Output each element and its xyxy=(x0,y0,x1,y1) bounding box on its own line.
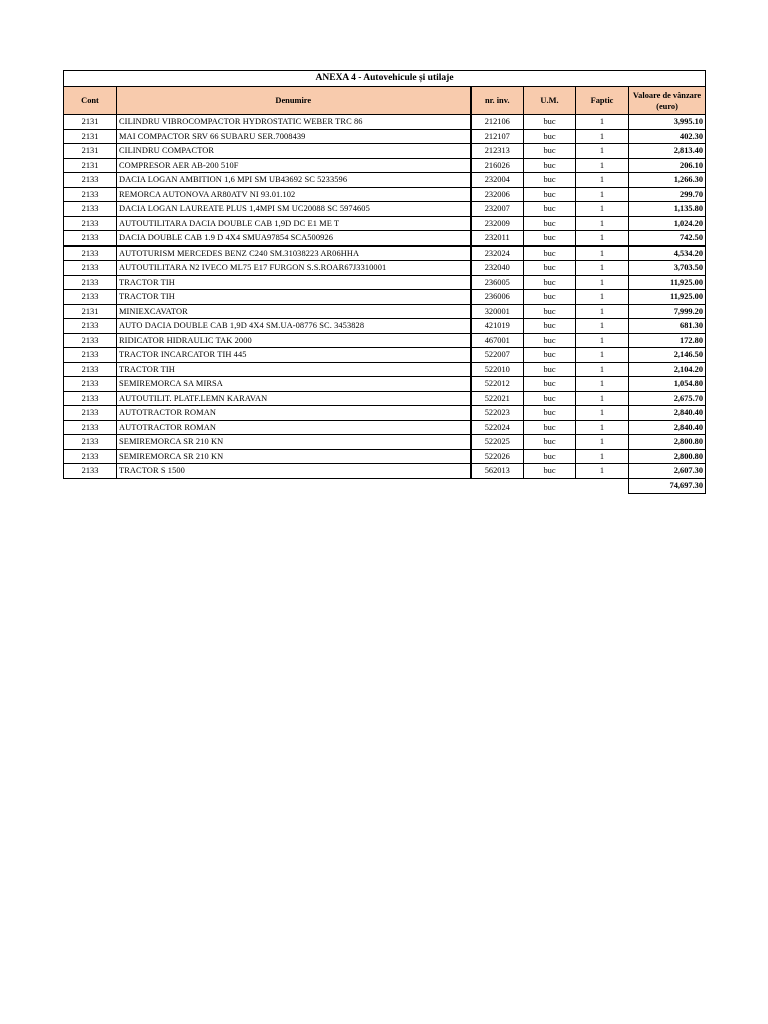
cell-valoare: 402.30 xyxy=(629,129,706,144)
cell-denumire: AUTOTRACTOR ROMAN xyxy=(117,406,471,421)
cell-faptic: 1 xyxy=(576,420,629,435)
cell-um: buc xyxy=(524,435,576,450)
cell-um: buc xyxy=(524,216,576,231)
table-row xyxy=(64,115,706,130)
cell-um: buc xyxy=(524,261,576,276)
cell-nr-inv: 320001 xyxy=(471,304,524,319)
cell-denumire: AUTOTURISM MERCEDES BENZ C240 SM.31038223 AR06HHA xyxy=(117,246,471,261)
header-valoare: Valoare de vânzare (euro) xyxy=(629,87,706,115)
cell-valoare: 1,135.80 xyxy=(629,202,706,217)
cell-cont: 2133 xyxy=(64,216,117,231)
cell-cont: 2131 xyxy=(64,304,117,319)
cell-nr-inv: 522010 xyxy=(471,362,524,377)
cell-faptic: 1 xyxy=(576,202,629,217)
cell-nr-inv: 232011 xyxy=(471,231,524,246)
cell-valoare: 11,925.00 xyxy=(629,290,706,305)
cell-nr-inv: 522021 xyxy=(471,391,524,406)
cell-um: buc xyxy=(524,158,576,173)
cell-nr-inv: 232024 xyxy=(471,246,524,261)
cell-nr-inv: 421019 xyxy=(471,319,524,334)
cell-denumire: SEMIREMORCA SR 210 KN xyxy=(117,449,471,464)
cell-cont: 2133 xyxy=(64,406,117,421)
cell-nr-inv: 232007 xyxy=(471,202,524,217)
cell-nr-inv: 562013 xyxy=(471,464,524,479)
table-row xyxy=(64,420,706,435)
cell-um: buc xyxy=(524,391,576,406)
cell-faptic: 1 xyxy=(576,362,629,377)
cell-um: buc xyxy=(524,362,576,377)
cell-faptic: 1 xyxy=(576,319,629,334)
cell-nr-inv: 212313 xyxy=(471,144,524,159)
cell-denumire: SEMIREMORCA SA MIRSA xyxy=(117,377,471,392)
table-row xyxy=(64,246,706,261)
cell-denumire: AUTOUTILITARA N2 IVECO ML75 E17 FURGON S.S.ROAR67J3310001 xyxy=(117,261,471,276)
cell-um: buc xyxy=(524,115,576,130)
table-row xyxy=(64,333,706,348)
cell-nr-inv: 522023 xyxy=(471,406,524,421)
cell-faptic: 1 xyxy=(576,290,629,305)
cell-valoare: 1,024.20 xyxy=(629,216,706,231)
cell-cont: 2133 xyxy=(64,449,117,464)
cell-nr-inv: 522026 xyxy=(471,449,524,464)
cell-um: buc xyxy=(524,333,576,348)
cell-valoare: 172.80 xyxy=(629,333,706,348)
cell-faptic: 1 xyxy=(576,275,629,290)
cell-nr-inv: 232009 xyxy=(471,216,524,231)
table-row xyxy=(64,231,706,246)
table-row xyxy=(64,261,706,276)
cell-nr-inv: 236005 xyxy=(471,275,524,290)
cell-cont: 2131 xyxy=(64,158,117,173)
cell-nr-inv: 212107 xyxy=(471,129,524,144)
cell-faptic: 1 xyxy=(576,158,629,173)
cell-cont: 2133 xyxy=(64,261,117,276)
table-row xyxy=(64,362,706,377)
cell-um: buc xyxy=(524,202,576,217)
cell-um: buc xyxy=(524,290,576,305)
cell-faptic: 1 xyxy=(576,449,629,464)
cell-valoare: 2,813.40 xyxy=(629,144,706,159)
cell-nr-inv: 216026 xyxy=(471,158,524,173)
total-value: 74,697.30 xyxy=(629,478,706,493)
cell-cont: 2133 xyxy=(64,348,117,363)
cell-denumire: AUTOTRACTOR ROMAN xyxy=(117,420,471,435)
cell-valoare: 2,104.20 xyxy=(629,362,706,377)
cell-nr-inv: 522024 xyxy=(471,420,524,435)
cell-cont: 2133 xyxy=(64,464,117,479)
table-row xyxy=(64,449,706,464)
cell-faptic: 1 xyxy=(576,216,629,231)
table-title: ANEXA 4 - Autovehicule și utilaje xyxy=(64,71,706,87)
cell-valoare: 2,800.80 xyxy=(629,449,706,464)
table-row xyxy=(64,377,706,392)
cell-valoare: 2,675.70 xyxy=(629,391,706,406)
header-faptic: Faptic xyxy=(576,87,629,115)
cell-denumire: TRACTOR TIH xyxy=(117,290,471,305)
cell-faptic: 1 xyxy=(576,115,629,130)
cell-denumire: TRACTOR S 1500 xyxy=(117,464,471,479)
cell-faptic: 1 xyxy=(576,464,629,479)
cell-um: buc xyxy=(524,420,576,435)
cell-cont: 2133 xyxy=(64,319,117,334)
cell-faptic: 1 xyxy=(576,144,629,159)
cell-denumire: DACIA LOGAN AMBITION 1,6 MPI SM UB43692 SC 5233596 xyxy=(117,173,471,188)
cell-valoare: 1,266.30 xyxy=(629,173,706,188)
cell-cont: 2133 xyxy=(64,391,117,406)
cell-faptic: 1 xyxy=(576,377,629,392)
table-row xyxy=(64,275,706,290)
table-row xyxy=(64,158,706,173)
cell-nr-inv: 236006 xyxy=(471,290,524,305)
cell-valoare: 299.70 xyxy=(629,187,706,202)
cell-faptic: 1 xyxy=(576,435,629,450)
cell-cont: 2133 xyxy=(64,362,117,377)
table-row xyxy=(64,391,706,406)
cell-um: buc xyxy=(524,464,576,479)
cell-valoare: 2,840.40 xyxy=(629,420,706,435)
cell-denumire: CILINDRU VIBROCOMPACTOR HYDROSTATIC WEBER TRC 86 xyxy=(117,115,471,130)
table-row xyxy=(64,129,706,144)
cell-nr-inv: 522007 xyxy=(471,348,524,363)
table-row xyxy=(64,187,706,202)
cell-cont: 2133 xyxy=(64,187,117,202)
cell-valoare: 681.30 xyxy=(629,319,706,334)
cell-cont: 2131 xyxy=(64,129,117,144)
cell-valoare: 7,999.20 xyxy=(629,304,706,319)
header-denumire: Denumire xyxy=(117,87,471,115)
cell-denumire: TRACTOR TIH xyxy=(117,362,471,377)
cell-cont: 2133 xyxy=(64,377,117,392)
cell-denumire: DACIA LOGAN LAUREATE PLUS 1,4MPI SM UC20088 SC 5974605 xyxy=(117,202,471,217)
cell-denumire: AUTOUTILIT. PLATF.LEMN KARAVAN xyxy=(117,391,471,406)
table-row xyxy=(64,464,706,479)
cell-denumire: AUTO DACIA DOUBLE CAB 1,9D 4X4 SM.UA-08776 SC. 3453828 xyxy=(117,319,471,334)
cell-valoare: 206.10 xyxy=(629,158,706,173)
header-row xyxy=(64,87,706,115)
cell-cont: 2131 xyxy=(64,115,117,130)
cell-valoare: 2,607.30 xyxy=(629,464,706,479)
cell-faptic: 1 xyxy=(576,406,629,421)
cell-denumire: MINIEXCAVATOR xyxy=(117,304,471,319)
table-row xyxy=(64,319,706,334)
cell-valoare: 3,703.50 xyxy=(629,261,706,276)
table-row xyxy=(64,348,706,363)
cell-denumire: TRACTOR INCARCATOR TIH 445 xyxy=(117,348,471,363)
cell-valoare: 742.50 xyxy=(629,231,706,246)
cell-cont: 2133 xyxy=(64,231,117,246)
cell-valoare: 2,800.80 xyxy=(629,435,706,450)
cell-faptic: 1 xyxy=(576,173,629,188)
cell-um: buc xyxy=(524,129,576,144)
vehicles-table xyxy=(63,70,706,494)
cell-nr-inv: 522025 xyxy=(471,435,524,450)
table-body xyxy=(64,115,706,479)
cell-um: buc xyxy=(524,187,576,202)
cell-nr-inv: 232004 xyxy=(471,173,524,188)
cell-um: buc xyxy=(524,275,576,290)
cell-denumire: SEMIREMORCA SR 210 KN xyxy=(117,435,471,450)
cell-um: buc xyxy=(524,231,576,246)
cell-faptic: 1 xyxy=(576,129,629,144)
cell-faptic: 1 xyxy=(576,304,629,319)
table-row xyxy=(64,173,706,188)
cell-cont: 2133 xyxy=(64,275,117,290)
cell-cont: 2133 xyxy=(64,290,117,305)
annex-sheet xyxy=(63,70,705,494)
cell-denumire: MAI COMPACTOR SRV 66 SUBARU SER.7008439 xyxy=(117,129,471,144)
cell-faptic: 1 xyxy=(576,246,629,261)
cell-valoare: 3,995.10 xyxy=(629,115,706,130)
cell-faptic: 1 xyxy=(576,333,629,348)
cell-faptic: 1 xyxy=(576,261,629,276)
cell-denumire: DACIA DOUBLE CAB 1.9 D 4X4 SMUA97854 SCA500926 xyxy=(117,231,471,246)
cell-cont: 2133 xyxy=(64,420,117,435)
header-um: U.M. xyxy=(524,87,576,115)
cell-um: buc xyxy=(524,449,576,464)
cell-um: buc xyxy=(524,173,576,188)
table-row xyxy=(64,435,706,450)
cell-denumire: TRACTOR TIH xyxy=(117,275,471,290)
cell-nr-inv: 212106 xyxy=(471,115,524,130)
cell-cont: 2131 xyxy=(64,144,117,159)
cell-faptic: 1 xyxy=(576,391,629,406)
table-row xyxy=(64,202,706,217)
cell-denumire: AUTOUTILITARA DACIA DOUBLE CAB 1,9D DC E1 ME T xyxy=(117,216,471,231)
table-row xyxy=(64,406,706,421)
cell-valoare: 1,054.80 xyxy=(629,377,706,392)
header-cont: Cont xyxy=(64,87,117,115)
cell-faptic: 1 xyxy=(576,231,629,246)
cell-cont: 2133 xyxy=(64,202,117,217)
table-row xyxy=(64,216,706,231)
cell-valoare: 11,925.00 xyxy=(629,275,706,290)
cell-cont: 2133 xyxy=(64,435,117,450)
cell-denumire: COMPRESOR AER AB-200 510F xyxy=(117,158,471,173)
cell-cont: 2133 xyxy=(64,173,117,188)
cell-denumire: CILINDRU COMPACTOR xyxy=(117,144,471,159)
cell-um: buc xyxy=(524,406,576,421)
cell-denumire: REMORCA AUTONOVA AR80ATV NI 93.01.102 xyxy=(117,187,471,202)
cell-denumire: RIDICATOR HIDRAULIC TAK 2000 xyxy=(117,333,471,348)
cell-um: buc xyxy=(524,319,576,334)
cell-um: buc xyxy=(524,246,576,261)
cell-um: buc xyxy=(524,144,576,159)
header-nr-inv: nr. inv. xyxy=(471,87,524,115)
cell-valoare: 2,840.40 xyxy=(629,406,706,421)
table-row xyxy=(64,144,706,159)
table-row xyxy=(64,290,706,305)
cell-um: buc xyxy=(524,304,576,319)
cell-nr-inv: 522012 xyxy=(471,377,524,392)
cell-nr-inv: 232006 xyxy=(471,187,524,202)
cell-nr-inv: 232040 xyxy=(471,261,524,276)
cell-faptic: 1 xyxy=(576,348,629,363)
cell-valoare: 2,146.50 xyxy=(629,348,706,363)
cell-um: buc xyxy=(524,348,576,363)
cell-cont: 2133 xyxy=(64,333,117,348)
cell-valoare: 4,534.20 xyxy=(629,246,706,261)
table-row xyxy=(64,304,706,319)
total-row xyxy=(64,478,706,493)
cell-nr-inv: 467001 xyxy=(471,333,524,348)
cell-um: buc xyxy=(524,377,576,392)
cell-faptic: 1 xyxy=(576,187,629,202)
cell-cont: 2133 xyxy=(64,246,117,261)
table-title-row xyxy=(64,71,706,87)
